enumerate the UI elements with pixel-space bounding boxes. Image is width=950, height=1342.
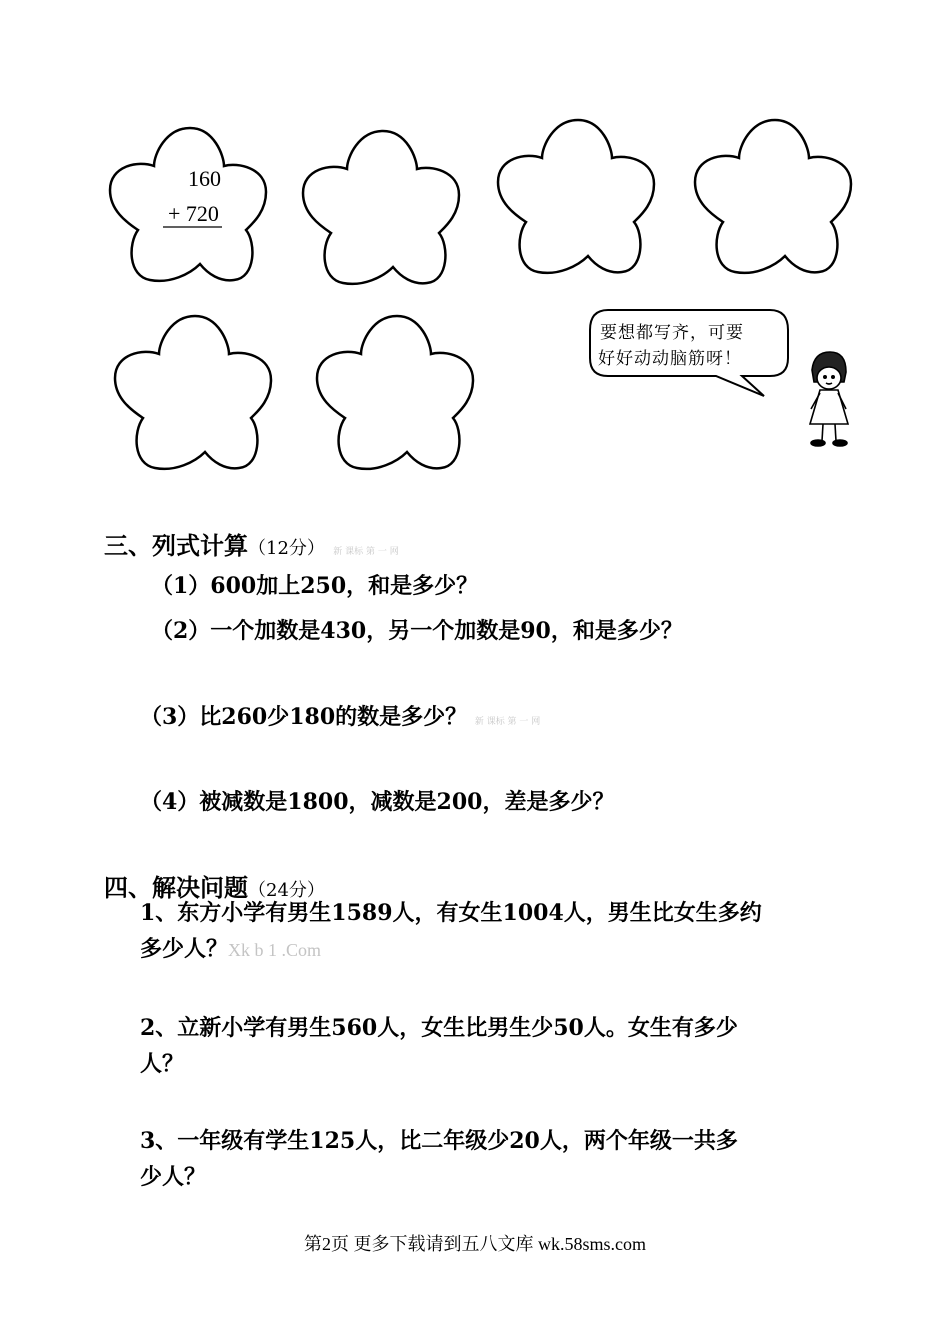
section3-heading	[104, 526, 399, 561]
word-problem-1-watermark: Xk b 1 .Com	[228, 940, 322, 960]
word-problem-3-line-2: 少人？	[140, 1164, 207, 1190]
calc-question-4: （4）被减数是1800，减数是200，差是多少？	[140, 789, 615, 815]
flower-2[interactable]	[303, 131, 459, 284]
section3-points: （12分）	[248, 538, 325, 559]
section4-title: 四、解决问题	[104, 873, 248, 902]
flower-5[interactable]	[115, 316, 271, 469]
word-problem-2	[140, 1011, 738, 1078]
flower-4[interactable]	[695, 120, 851, 273]
speech-bubble	[590, 310, 788, 396]
word-problem-1-line-2: 多少人？	[140, 936, 229, 962]
section3-watermark: 新 课标 第 一 网	[333, 547, 399, 557]
girl-figure	[810, 352, 848, 446]
word-problem-2-line-2: 人？	[140, 1051, 185, 1077]
section4-points: （24分）	[248, 880, 325, 901]
word-problem-3	[140, 1124, 738, 1191]
word-problem-2-line-1: 2、立新小学有男生560人，女生比男生少50人。女生有多少	[140, 1015, 738, 1041]
calc-question-2: （2）一个加数是430，另一个加数是90，和是多少？	[151, 618, 683, 644]
calc-question-3-text: （3）比260少180的数是多少？	[140, 704, 468, 730]
section3-title: 三、列式计算	[104, 531, 248, 560]
flower-6[interactable]	[317, 316, 473, 469]
bubble-line-2: 好好动动脑筋呀！	[598, 349, 742, 369]
page-footer: 第2页 更多下载请到五八文库 wk.58sms.com	[304, 1234, 646, 1254]
flower-addend-bottom: + 720	[168, 201, 219, 226]
flower-addend-top: 160	[188, 166, 221, 191]
calc-question-3	[140, 700, 540, 731]
bubble-line-1: 要想都写齐，可要	[600, 323, 744, 343]
word-problem-1	[140, 896, 762, 963]
flowers-illustration	[0, 0, 950, 500]
flower-3[interactable]	[498, 120, 654, 273]
calc-question-3-watermark: 新 课标 第 一 网	[474, 717, 541, 727]
word-problem-3-line-1: 3、一年级有学生125人，比二年级少20人，两个年级一共多	[140, 1128, 738, 1154]
word-problem-1-line-1: 1、东方小学有男生1589人，有女生1004人，男生比女生多约	[140, 900, 762, 926]
calc-question-1: （1）600加上250，和是多少？	[151, 573, 479, 599]
